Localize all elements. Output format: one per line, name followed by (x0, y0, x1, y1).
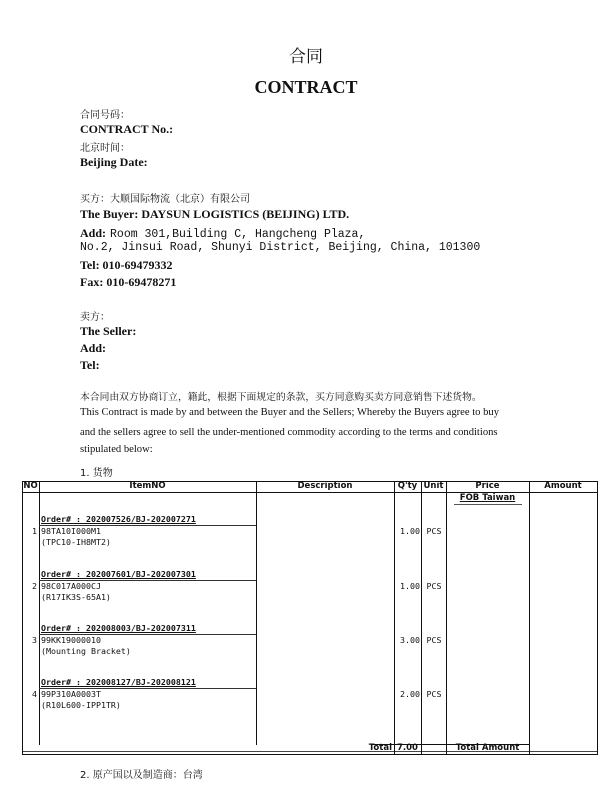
table-border-bottom (22, 754, 598, 755)
section2-label: 2. 原产国以及制造商：台湾 (80, 770, 203, 781)
seller-add-label: Add: (80, 341, 107, 355)
buyer-address-line1 (80, 224, 365, 242)
row3-model: (Mounting Bracket) (41, 646, 131, 656)
row2-no: 2 (32, 581, 37, 591)
col-line-4 (421, 481, 422, 755)
col-line-0 (22, 481, 23, 755)
goods-table (22, 481, 598, 755)
buyer-address-text-1: Room 301,Building C, Hangcheng Plaza, (110, 228, 366, 241)
buyer-tel: Tel: 010-69479332 (80, 258, 173, 272)
row1-qty: 1.00 (400, 526, 420, 536)
buyer-name-en: The Buyer: DAYSUN LOGISTICS (BEIJING) LTD. (80, 207, 350, 221)
row4-no: 4 (32, 689, 37, 699)
buyer-fax: Fax: 010-69478271 (80, 275, 177, 289)
row1-model: (TPC10-IH8MT2) (41, 537, 111, 547)
row2-part: 98C017A000CJ (41, 581, 101, 591)
row1-part: 98TA10I000M1 (41, 526, 101, 536)
row1-order: Order# : 202007526/BJ-202007271 (41, 514, 196, 524)
beijing-date-label-cn: 北京时间： (80, 143, 130, 154)
header-amount: Amount (544, 481, 582, 491)
row1-no: 1 (32, 526, 37, 536)
total-label: Total (368, 743, 392, 753)
intro-en-line2: and the sellers agree to sell the under-mentioned commodity according to the terms and conditions (80, 427, 498, 438)
title-cn: 合同 (289, 47, 323, 67)
buyer-address-line2: No.2, Jinsui Road, Shunyi District, Beijing, China, 101300 (80, 241, 481, 254)
row4-part: 99P310A0003T (41, 689, 101, 699)
header-price: Price (475, 481, 500, 491)
row3-part: 99KK19000010 (41, 635, 101, 645)
col-line-6 (529, 481, 530, 755)
col-line-3 (394, 481, 395, 755)
buyer-label-cn: 买方：大顺国际物流（北京）有限公司 (80, 194, 250, 205)
header-qty: Q'ty (397, 481, 418, 491)
price-term: FOB Taiwan (459, 493, 516, 503)
section1-label: 1. 货物 (80, 468, 113, 479)
col-line-1 (39, 481, 40, 745)
seller-tel-label: Tel: (80, 358, 100, 372)
header-description: Description (297, 481, 353, 491)
row2-qty: 1.00 (400, 581, 420, 591)
header-no: NO (23, 481, 38, 491)
beijing-date-label-en: Beijing Date: (80, 155, 148, 169)
buyer-add-label: Add: (80, 226, 107, 240)
col-line-5 (446, 481, 447, 755)
row2-model: (R17IK3S-65A1) (41, 592, 111, 602)
total-qty: 7.00 (397, 743, 418, 753)
seller-label-cn: 卖方： (80, 312, 110, 323)
intro-cn: 本合同由双方协商订立，籍此，根据下面规定的条款，买方同意购买卖方同意销售下述货物。 (80, 392, 482, 403)
total-amount-label: Total Amount (455, 743, 520, 753)
header-itemno: ItemNO (129, 481, 166, 491)
seller-label-en: The Seller: (80, 324, 137, 338)
contract-no-label-en: CONTRACT No.: (80, 122, 174, 136)
row4-model: (R10L600-IPP1TR) (41, 700, 121, 710)
contract-no-label-cn: 合同号码： (80, 110, 130, 121)
title-en: CONTRACT (254, 77, 358, 97)
intro-en-line1: This Contract is made by and between the Buyer and the Sellers; Whereby the Buyers agree to buy (80, 407, 500, 418)
row4-order: Order# : 202008127/BJ-202008121 (41, 677, 196, 687)
col-line-2 (256, 481, 257, 745)
col-line-7 (597, 481, 598, 755)
row3-qty: 3.00 (400, 635, 420, 645)
row4-unit: PCS (426, 689, 442, 699)
intro-en-line3: stipulated below: (80, 444, 153, 455)
row2-order: Order# : 202007601/BJ-202007301 (41, 569, 196, 579)
row3-no: 3 (32, 635, 37, 645)
row4-qty: 2.00 (400, 689, 420, 699)
row1-unit: PCS (426, 526, 442, 536)
row2-unit: PCS (426, 581, 442, 591)
row3-order: Order# : 202008003/BJ-202007311 (41, 623, 196, 633)
price-term-rule (454, 504, 522, 505)
header-unit: Unit (423, 481, 444, 491)
row3-unit: PCS (426, 635, 442, 645)
